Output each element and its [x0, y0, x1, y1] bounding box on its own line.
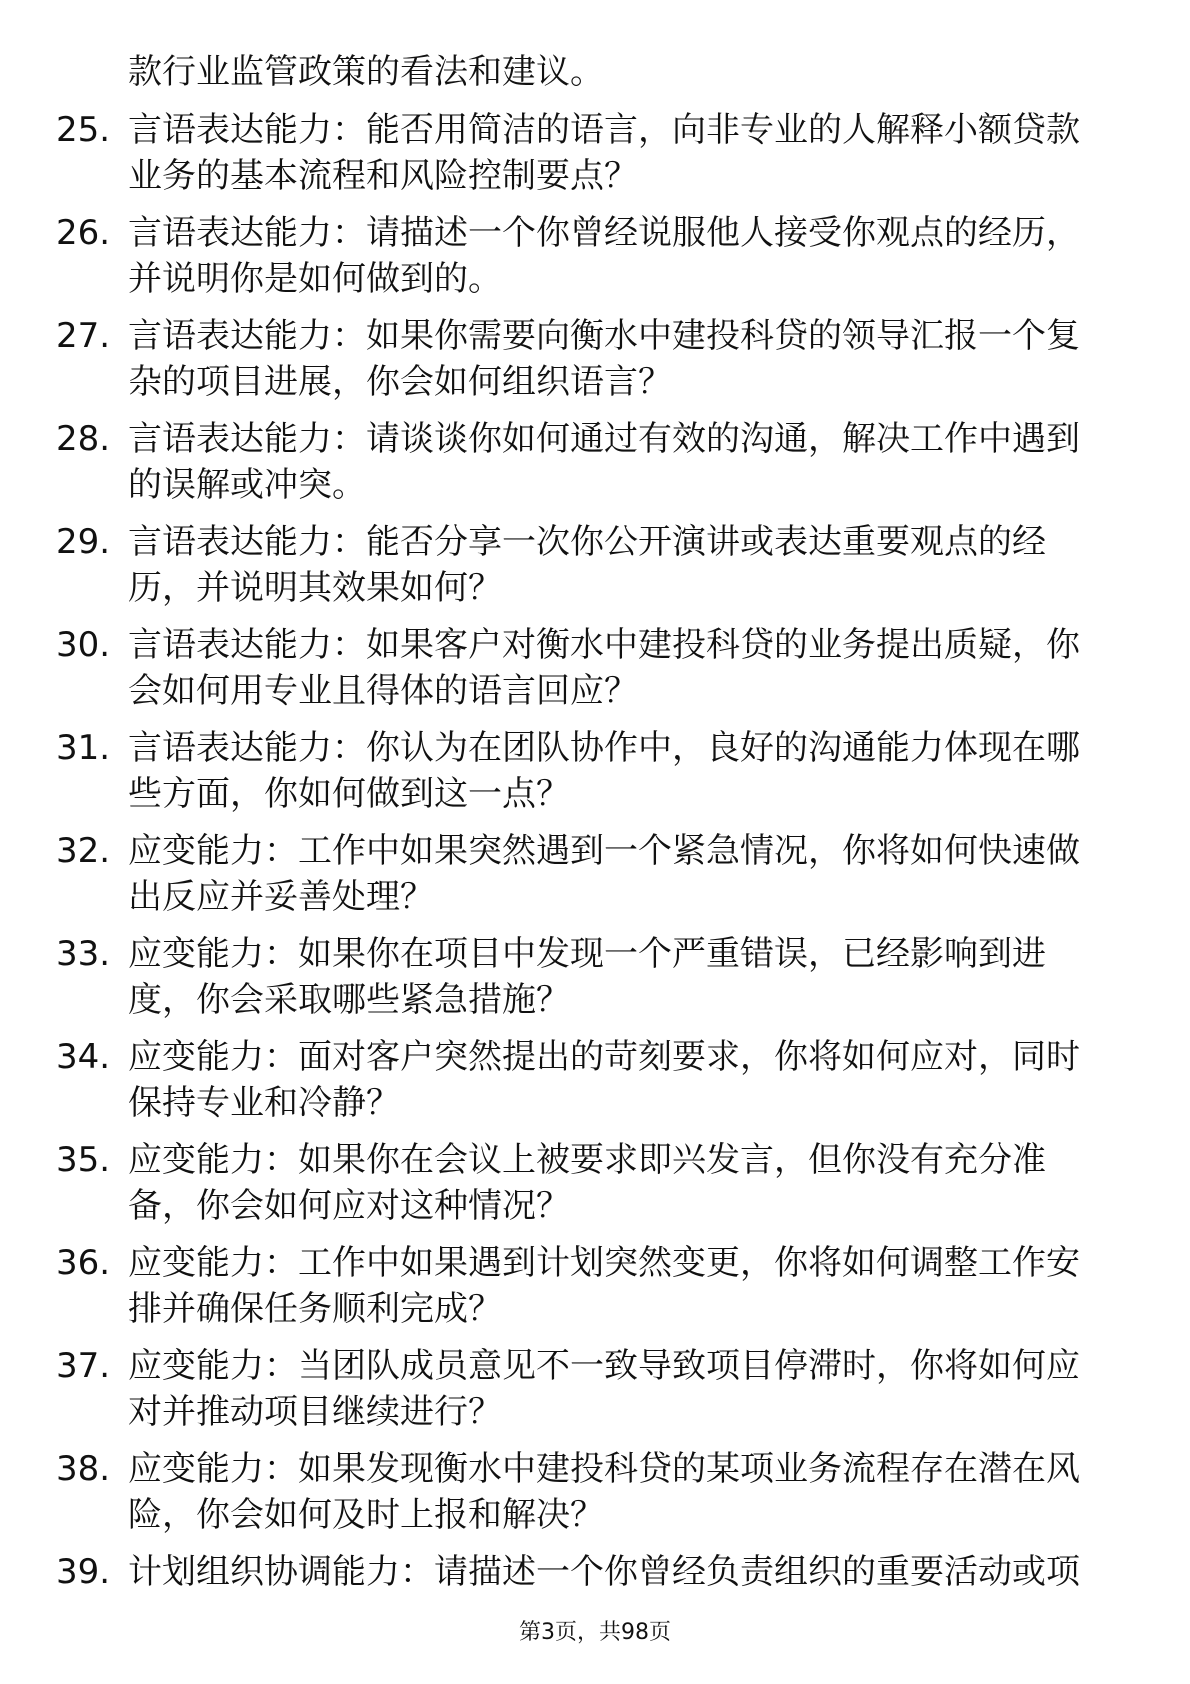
question-item — [0, 1137, 1190, 1240]
question-number: 37. — [56, 1346, 111, 1386]
question-text-line: 备，你会如何应对这种情况？ — [128, 1186, 570, 1226]
question-text-line: 言语表达能力：请谈谈你如何通过有效的沟通，解决工作中遇到 — [128, 419, 1080, 459]
question-text — [128, 1446, 1118, 1538]
question-text-line: 杂的项目进展，你会如何组织语言？ — [128, 362, 672, 402]
question-item — [0, 1240, 1190, 1343]
continuation-text: 款行业监管政策的看法和建议。 — [128, 52, 604, 92]
question-text-line: 言语表达能力：如果你需要向衡水中建投科贷的领导汇报一个复 — [128, 316, 1080, 356]
question-item — [0, 107, 1190, 210]
question-text-line: 言语表达能力：你认为在团队协作中，良好的沟通能力体现在哪 — [128, 728, 1080, 768]
question-text — [128, 622, 1118, 714]
question-text — [128, 210, 1118, 302]
question-text-line: 会如何用专业且得体的语言回应？ — [128, 671, 638, 711]
question-text-line: 言语表达能力：如果客户对衡水中建投科贷的业务提出质疑，你 — [128, 625, 1080, 665]
question-text-line: 险，你会如何及时上报和解决？ — [128, 1495, 604, 1535]
question-text-line: 些方面，你如何做到这一点？ — [128, 774, 570, 814]
question-text-line: 应变能力：面对客户突然提出的苛刻要求，你将如何应对，同时 — [128, 1037, 1080, 1077]
question-text — [128, 828, 1118, 920]
question-text — [128, 519, 1118, 611]
question-text-line: 应变能力：工作中如果遇到计划突然变更，你将如何调整工作安 — [128, 1243, 1080, 1283]
question-text-line: 的误解或冲突。 — [128, 465, 366, 505]
question-number: 39. — [56, 1552, 111, 1592]
question-text-line: 业务的基本流程和风险控制要点？ — [128, 156, 638, 196]
question-text — [128, 416, 1118, 508]
page-indicator: 第3页，共98页 — [519, 1620, 671, 1645]
question-text-line: 并说明你是如何做到的。 — [128, 259, 502, 299]
question-text — [128, 1034, 1118, 1126]
question-item — [0, 210, 1190, 313]
question-text-line: 应变能力：如果你在会议上被要求即兴发言，但你没有充分准 — [128, 1140, 1046, 1180]
question-text-line: 计划组织协调能力：请描述一个你曾经负责组织的重要活动或项 — [128, 1552, 1080, 1592]
question-list — [0, 107, 1190, 1652]
question-text — [128, 1549, 1118, 1595]
question-number: 36. — [56, 1243, 111, 1283]
question-text — [128, 1137, 1118, 1229]
question-item — [0, 1446, 1190, 1549]
question-text — [128, 725, 1118, 817]
question-text-line: 言语表达能力：请描述一个你曾经说服他人接受你观点的经历， — [128, 213, 1080, 253]
question-item — [0, 1034, 1190, 1137]
question-number: 33. — [56, 934, 111, 974]
question-item — [0, 416, 1190, 519]
question-item — [0, 828, 1190, 931]
question-item — [0, 313, 1190, 416]
question-item — [0, 931, 1190, 1034]
question-text-line: 出反应并妥善处理？ — [128, 877, 434, 917]
question-number: 32. — [56, 831, 111, 871]
question-text — [128, 931, 1118, 1023]
question-text-line: 言语表达能力：能否用简洁的语言，向非专业的人解释小额贷款 — [128, 110, 1080, 150]
question-text — [128, 107, 1118, 199]
question-text-line: 历，并说明其效果如何？ — [128, 568, 502, 608]
question-text-line: 应变能力：工作中如果突然遇到一个紧急情况，你将如何快速做 — [128, 831, 1080, 871]
question-number: 27. — [56, 316, 111, 356]
question-text — [128, 313, 1118, 405]
question-text-line: 应变能力：如果发现衡水中建投科贷的某项业务流程存在潜在风 — [128, 1449, 1080, 1489]
question-number: 31. — [56, 728, 111, 768]
question-number: 35. — [56, 1140, 111, 1180]
question-number: 30. — [56, 625, 111, 665]
question-number: 25. — [56, 110, 111, 150]
question-item — [0, 725, 1190, 828]
question-text-line: 排并确保任务顺利完成？ — [128, 1289, 502, 1329]
question-item — [0, 1343, 1190, 1446]
question-text-line: 应变能力：如果你在项目中发现一个严重错误，已经影响到进 — [128, 934, 1046, 974]
question-text-line: 保持专业和冷静？ — [128, 1083, 400, 1123]
question-item — [0, 519, 1190, 622]
question-item — [0, 622, 1190, 725]
question-number: 34. — [56, 1037, 111, 1077]
question-number: 28. — [56, 419, 111, 459]
question-number: 26. — [56, 213, 111, 253]
question-text-line: 对并推动项目继续进行？ — [128, 1392, 502, 1432]
question-text-line: 应变能力：当团队成员意见不一致导致项目停滞时，你将如何应 — [128, 1346, 1080, 1386]
question-number: 29. — [56, 522, 111, 562]
question-text — [128, 1240, 1118, 1332]
question-number: 38. — [56, 1449, 111, 1489]
question-text-line: 度，你会采取哪些紧急措施？ — [128, 980, 570, 1020]
question-text — [128, 1343, 1118, 1435]
question-text-line: 言语表达能力：能否分享一次你公开演讲或表达重要观点的经 — [128, 522, 1046, 562]
